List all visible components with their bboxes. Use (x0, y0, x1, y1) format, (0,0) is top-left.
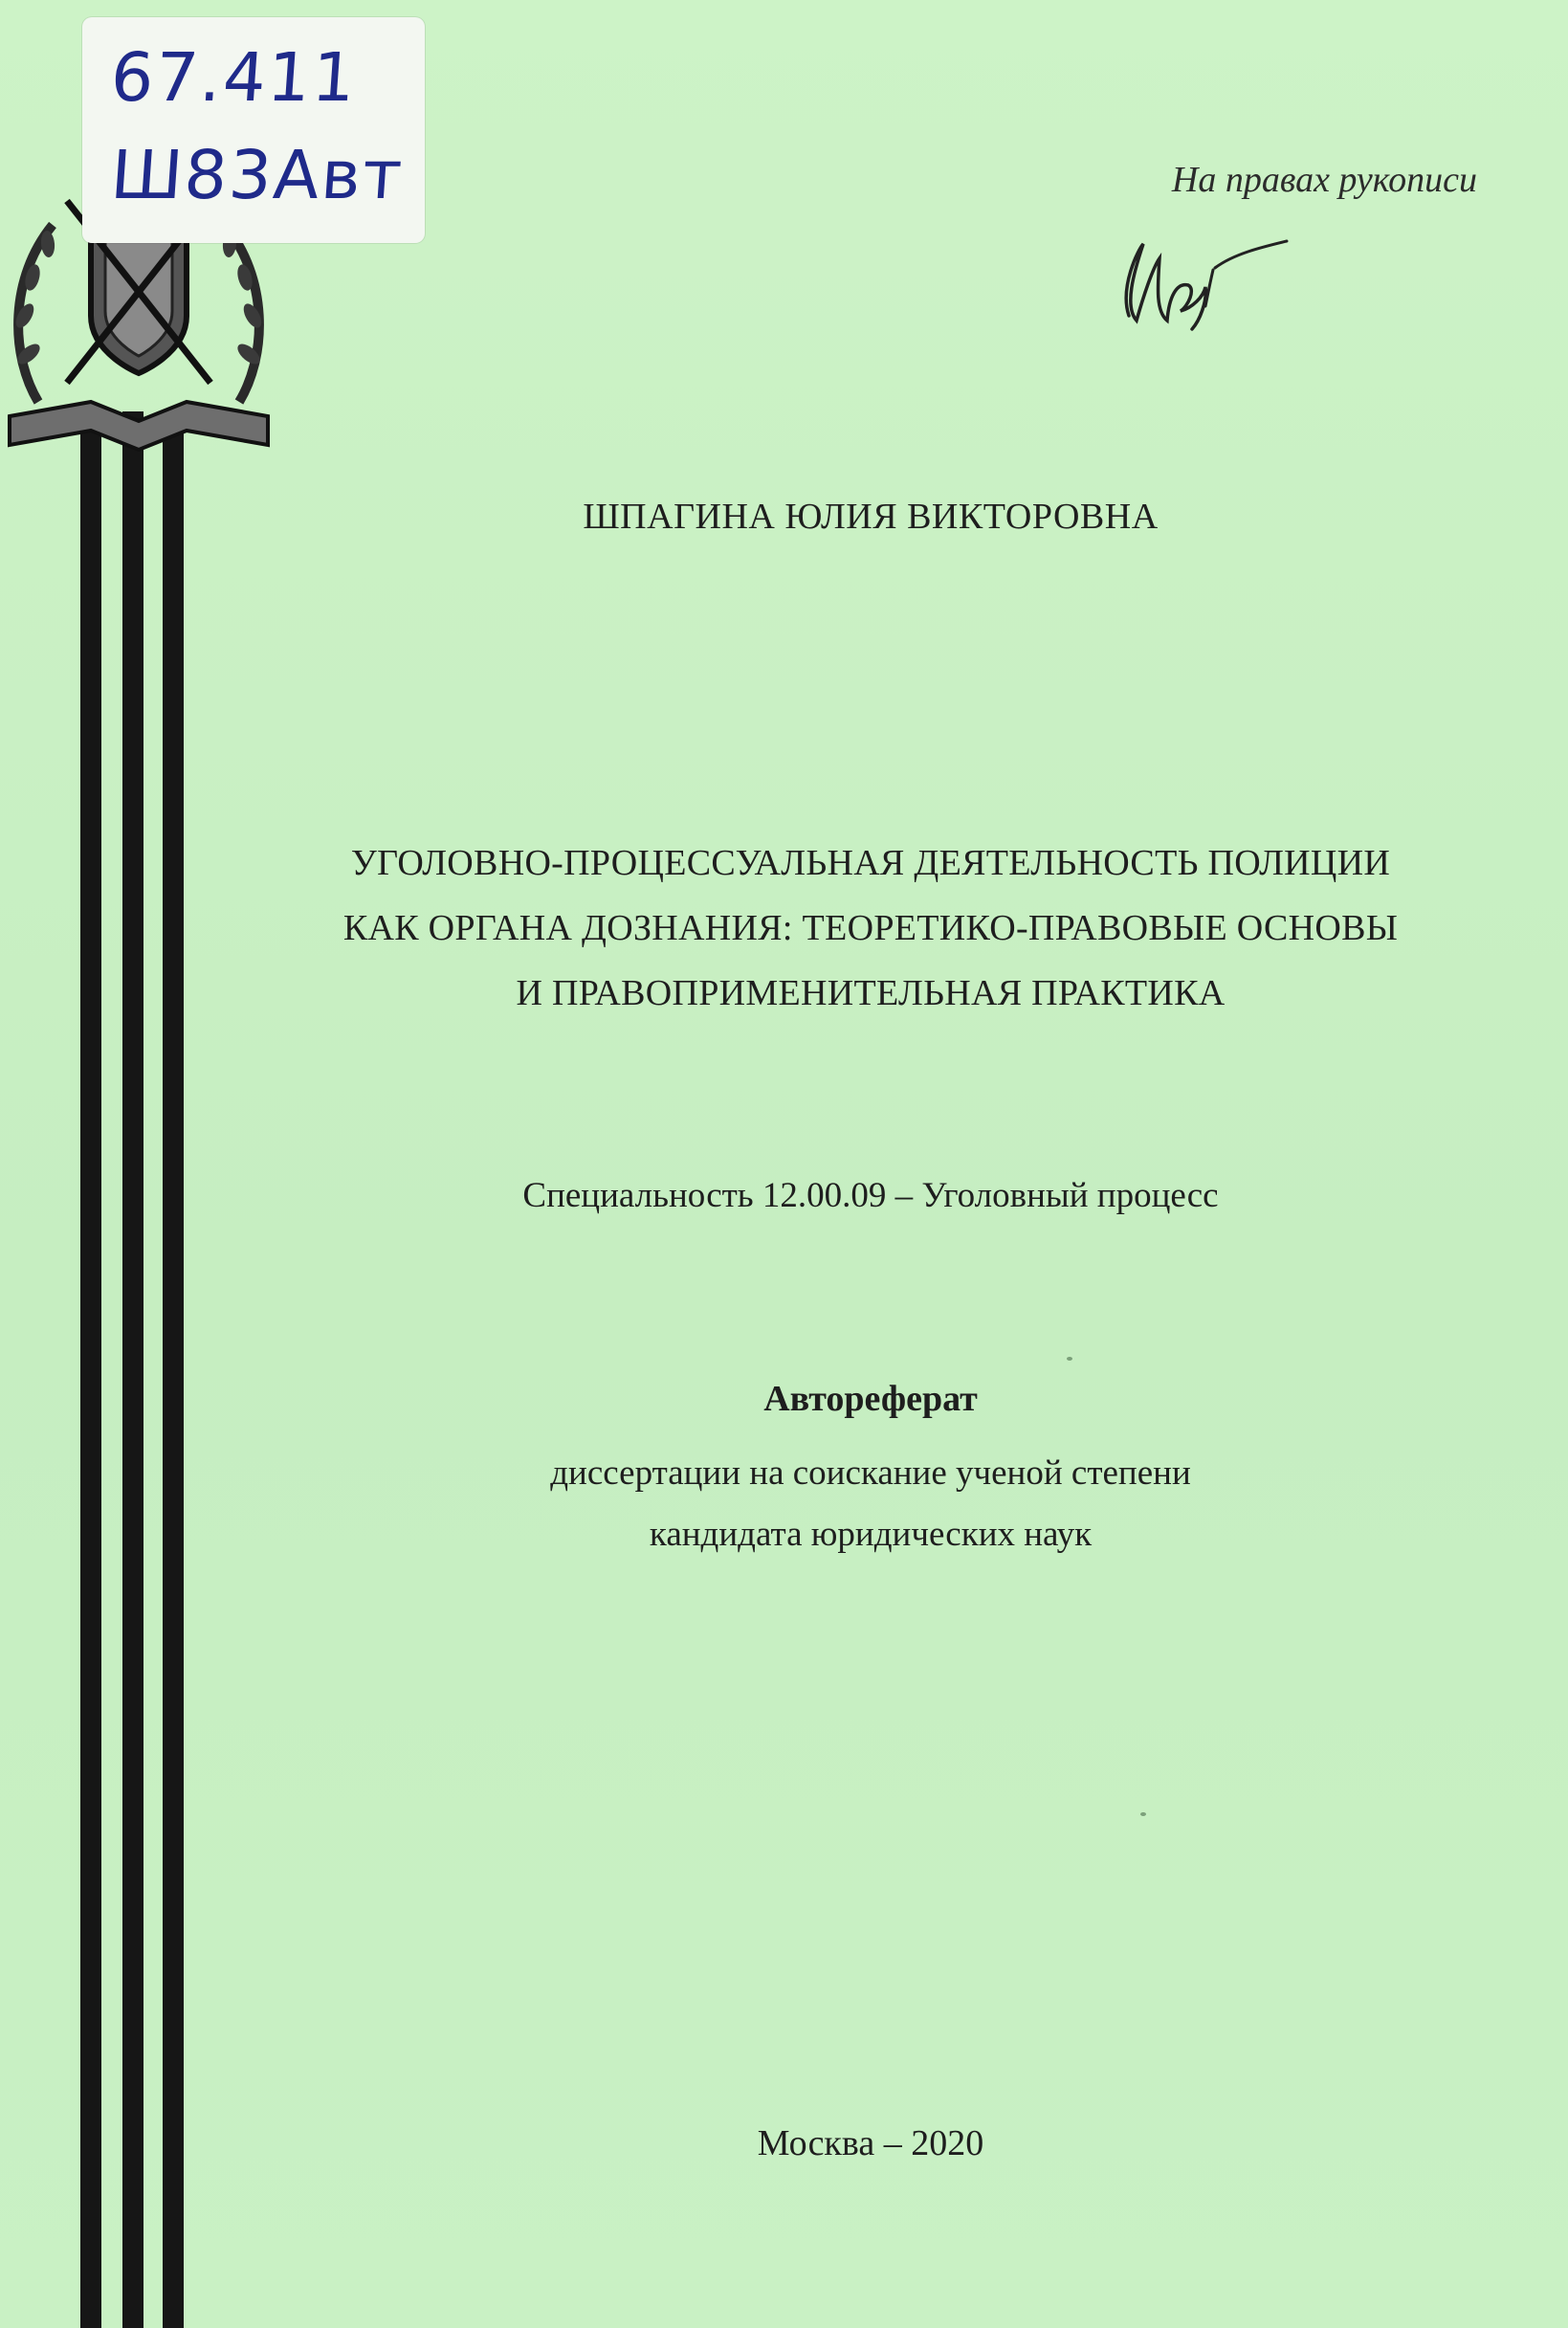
degree-line: диссертации на соискание ученой степени (550, 1453, 1191, 1493)
decorative-ribbon-stripe (122, 411, 144, 2328)
degree-line: кандидата юридических наук (649, 1515, 1093, 1554)
call-number-line-2: Ш83Авт (108, 136, 407, 214)
title-line: И ПРАВОПРИМЕНИТЕЛЬНАЯ ПРАКТИКА (516, 973, 1226, 1013)
place-and-year: Москва – 2020 (757, 2123, 984, 2163)
title-line: УГОЛОВНО-ПРОЦЕССУАЛЬНАЯ ДЕЯТЕЛЬНОСТЬ ПОЛИЦИИ (350, 843, 1391, 883)
paper-speck (1140, 1812, 1146, 1816)
decorative-ribbon-stripe (163, 411, 184, 2328)
handwritten-signature (1100, 230, 1292, 335)
manuscript-rights-note: На правах рукописи (1171, 160, 1477, 200)
title-line: КАК ОРГАНА ДОЗНАНИЯ: ТЕОРЕТИКО-ПРАВОВЫЕ ОСНОВЫ (342, 908, 1399, 948)
dissertation-title (239, 831, 1502, 1026)
decorative-ribbon-stripe (80, 411, 101, 2328)
degree-description (239, 1443, 1502, 1565)
author-name: ШПАГИНА ЮЛИЯ ВИКТОРОВНА (583, 497, 1159, 537)
library-call-number-sticker (82, 17, 425, 243)
call-number-line-1: 67.411 (108, 38, 360, 117)
specialty-line: Специальность 12.00.09 – Уголовный процесс (522, 1176, 1219, 1215)
paper-speck (1067, 1357, 1072, 1361)
document-type: Автореферат (763, 1379, 978, 1419)
